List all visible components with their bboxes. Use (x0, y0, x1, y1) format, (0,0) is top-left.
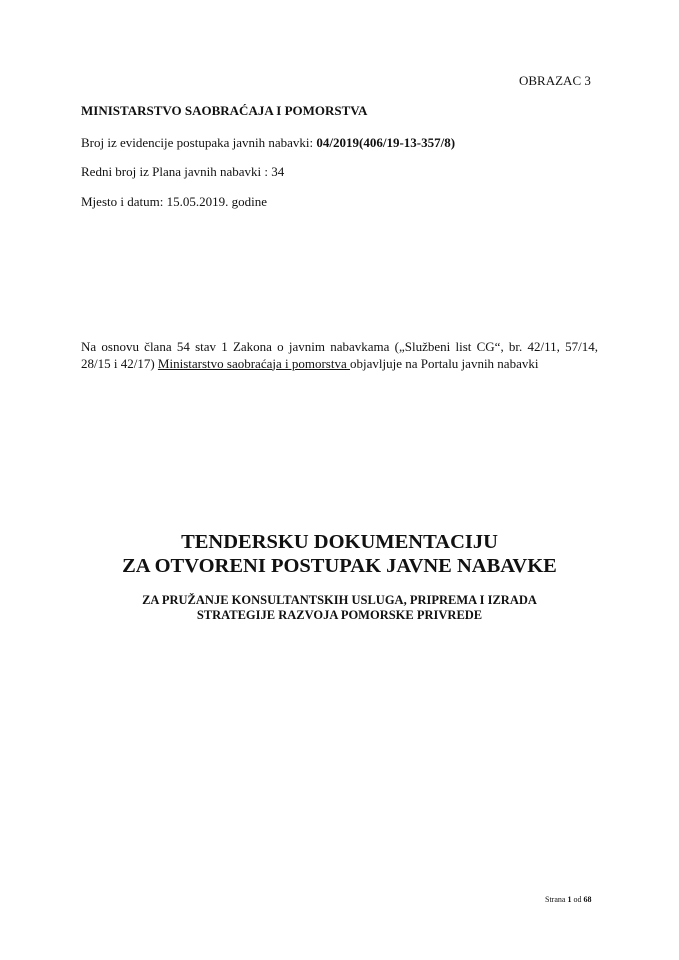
paragraph-text: Na osnovu člana 54 stav 1 Zakona o javnim nabavkama („Službeni list CG“, br. 42/11, 57/14, 28/15 i 42/17) (81, 339, 598, 371)
place-date: Mjesto i datum: 15.05.2019. godine (81, 194, 267, 209)
procurement-number (81, 135, 455, 151)
procurement-number-label: Broj iz evidencije postupaka javnih nabavki: (81, 135, 317, 150)
subtitle-line-2: STRATEGIJE RAZVOJA POMORSKE PRIVREDE (196, 608, 483, 622)
procurement-number-value: 04/2019(406/19-13-357/8) (316, 135, 456, 150)
page-total: 68 (583, 895, 592, 904)
page-footer (545, 895, 591, 904)
paragraph-text-end: objavljuje na Portalu javnih nabavki (350, 355, 539, 371)
document-subtitle (0, 593, 679, 623)
ministry-heading: MINISTARSTVO SAOBRAĆAJA I POMORSTVA (81, 103, 368, 118)
ministry-underlined: Ministarstvo saobraćaja i pomorstva (157, 355, 350, 371)
legal-basis-paragraph (81, 339, 598, 372)
plan-number: Redni broj iz Plana javnih nabavki : 34 (81, 164, 285, 179)
form-label: OBRAZAC 3 (519, 73, 591, 88)
page-label: Strana (545, 895, 568, 904)
title-line-1: TENDERSKU DOKUMENTACIJU (181, 531, 498, 553)
document-title (0, 530, 679, 578)
title-line-2: ZA OTVORENI POSTUPAK JAVNE NABAVKE (122, 555, 557, 577)
page-of: od (571, 895, 584, 904)
page-current: 1 (567, 895, 572, 904)
subtitle-line-1: ZA PRUŽANJE KONSULTANTSKIH USLUGA, PRIPREMA I IZRADA (142, 593, 537, 607)
